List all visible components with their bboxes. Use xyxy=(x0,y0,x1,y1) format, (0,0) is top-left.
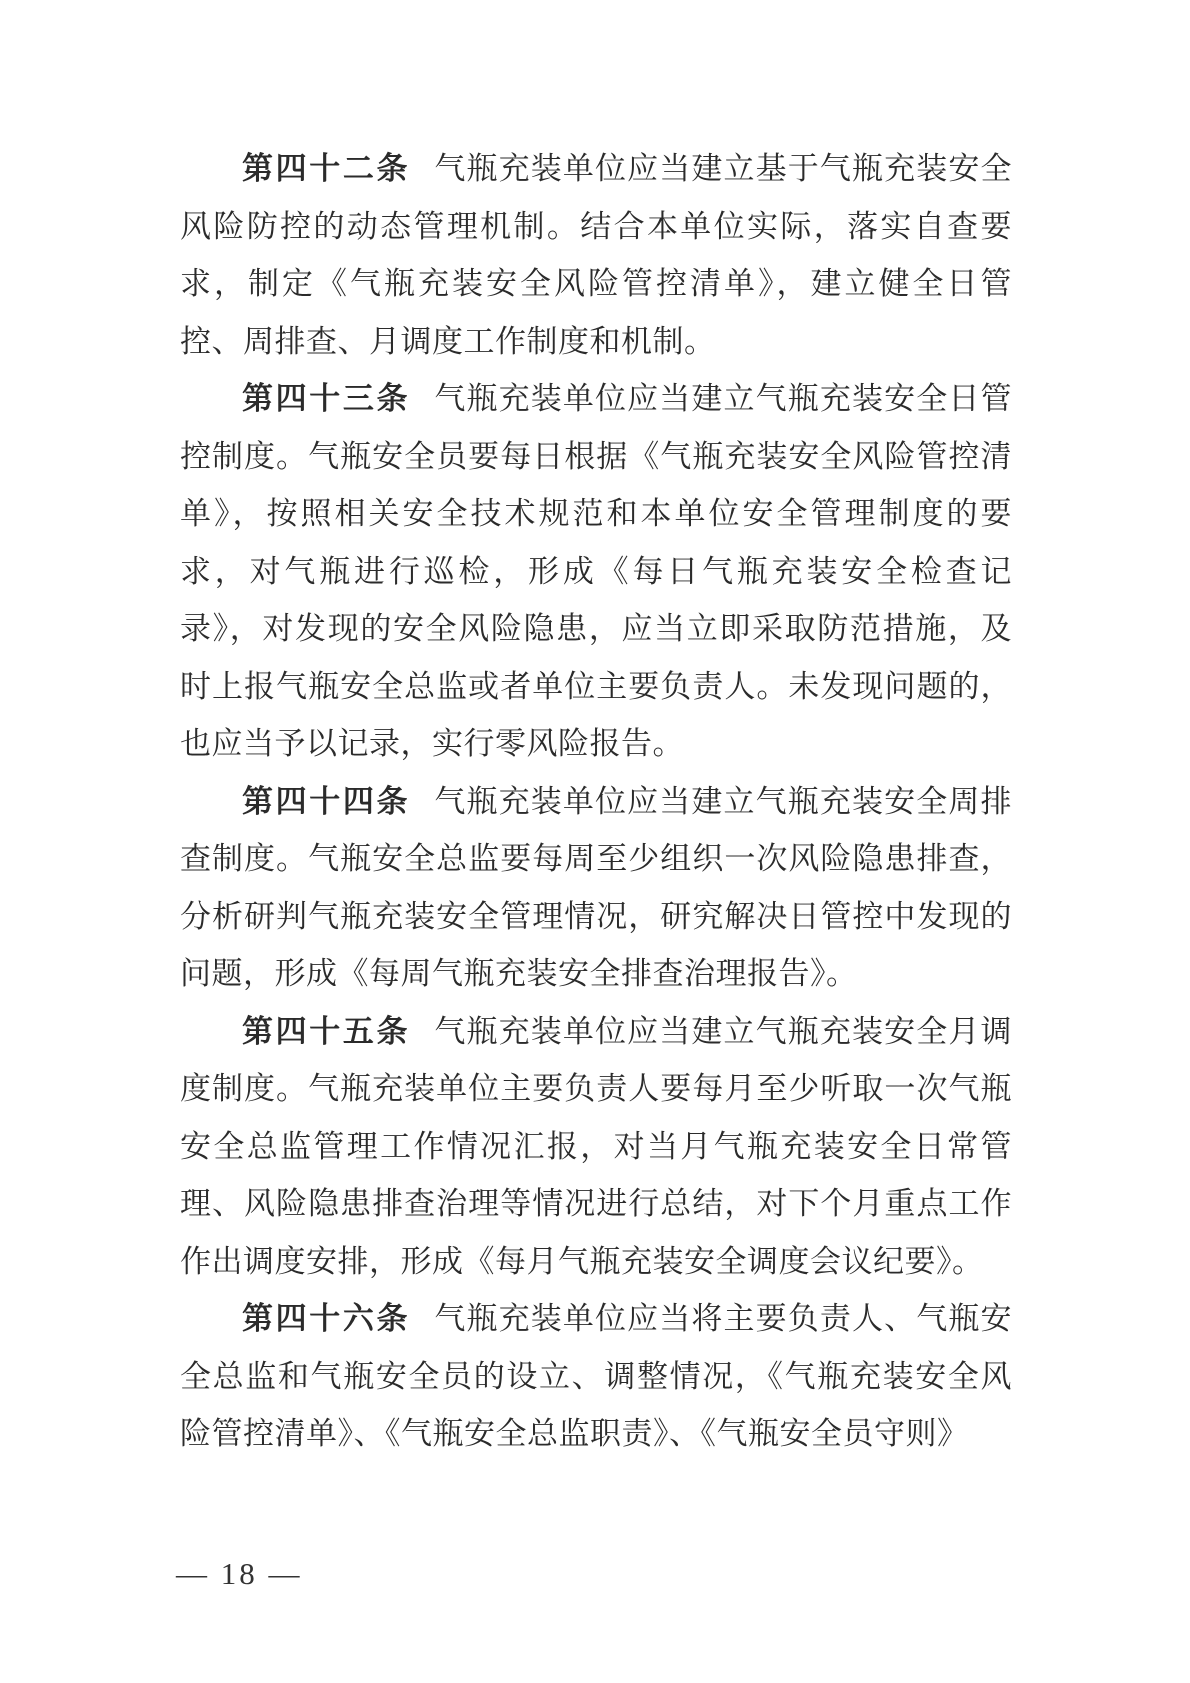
article-45-paragraph xyxy=(180,1003,1012,1291)
article-43-number: 第四十三条 xyxy=(242,381,411,416)
article-45-text: 气瓶充装单位应当建立气瓶充装安全月调度制度。气瓶充装单位主要负责人要每月至少听取一次气瓶安全总监管理工作情况汇报，对当月气瓶充装安全日常管理、风险隐患排查治理等情况进行总结，对下个月重点工作作出调度安排，形成《每月气瓶充装安全调度会议纪要》。 xyxy=(180,1013,1013,1279)
article-42-text: 气瓶充装单位应当建立基于气瓶充装安全风险防控的动态管理机制。结合本单位实际，落实自查要求，制定《气瓶充装安全风险管控清单》，建立健全日管控、周排查、月调度工作制度和机制。 xyxy=(180,151,1013,359)
article-44-text: 气瓶充装单位应当建立气瓶充装安全周排查制度。气瓶安全总监要每周至少组织一次风险隐患排查，分析研判气瓶充装安全管理情况，研究解决日管控中发现的问题，形成《每周气瓶充装安全排查治理报告》。 xyxy=(180,783,1013,991)
article-46-number: 第四十六条 xyxy=(242,1301,411,1336)
document-body xyxy=(180,140,1012,1463)
page-footer xyxy=(176,1556,303,1592)
article-44-number: 第四十四条 xyxy=(242,783,411,819)
article-42-number: 第四十二条 xyxy=(242,151,411,186)
article-45-number: 第四十五条 xyxy=(242,1013,411,1049)
article-46-text: 气瓶充装单位应当将主要负责人、气瓶安全总监和气瓶安全员的设立、调整情况，《气瓶充装安全风险管控清单》、《气瓶安全总监职责》、《气瓶安全员守则》 xyxy=(180,1301,1013,1451)
page-number: — 18 — xyxy=(176,1556,303,1591)
article-43-paragraph xyxy=(180,370,1012,773)
article-43-text: 气瓶充装单位应当建立气瓶充装安全日管控制度。气瓶安全员要每日根据《气瓶充装安全风险管控清单》，按照相关安全技术规范和本单位安全管理制度的要求，对气瓶进行巡检，形成《每日气瓶充装安全检查记录》，对发现的安全风险隐患，应当立即采取防范措施，及时上报气瓶安全总监或者单位主要负责人。未发现问题的，也应当予以记录，实行零风险报告。 xyxy=(180,381,1013,761)
article-42-paragraph xyxy=(180,140,1012,370)
article-44-paragraph xyxy=(180,773,1012,1003)
article-46-paragraph xyxy=(180,1290,1012,1463)
